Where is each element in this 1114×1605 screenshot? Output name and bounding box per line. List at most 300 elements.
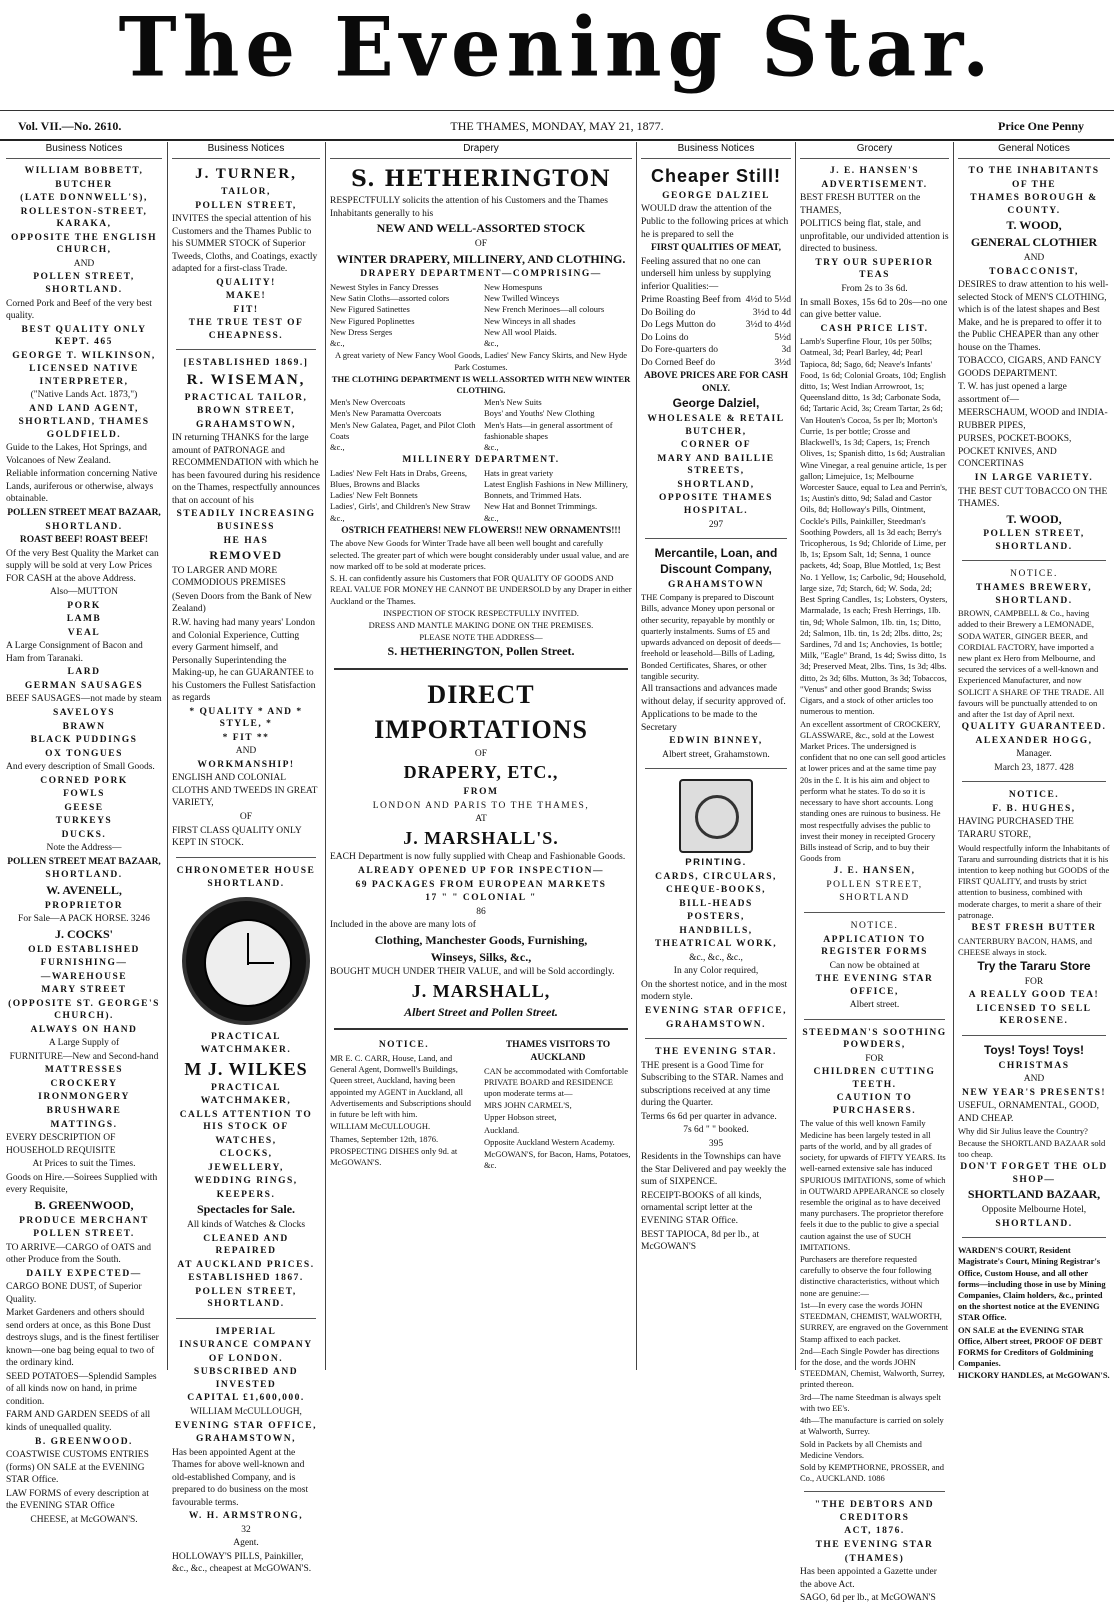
price-row (641, 319, 791, 332)
text-line: Manager. (1016, 749, 1052, 760)
text-line: Would respectfully inform the Inhabitants of Tararu and surrounding districts that it is his intention to keep nothing but GOODS of the FIRST QUALITY, and trusts by strict attention to business, combined with moderate charges, to merit a share of their patronage. (958, 842, 1110, 920)
text-line: FURNISHING— (40, 958, 128, 969)
text-line: FARM AND GARDEN SEEDS of all kinds of unequalled quality. (6, 1410, 151, 1434)
list-item: New Twilled Winceys (484, 293, 560, 304)
text-line: PRINTING. (685, 857, 747, 869)
text-line: PROSPECTING DISHES only 9d. at McGOWAN'S. (330, 1145, 458, 1167)
toys-ad (958, 1043, 1110, 1230)
turner-ad (172, 165, 320, 342)
text-line: SHORTLAND (839, 893, 910, 904)
text-line: CAN be accommodated with Comfortable PRIVATE BOARD and RESIDENCE upon moderate terms at— (484, 1065, 628, 1098)
list-item: Men's New Galatea, Paget, and Pilot Cloth Coats (330, 419, 476, 441)
hetherington-ad (330, 165, 632, 660)
text-line: STEADILY INCREASING BUSINESS (176, 509, 316, 532)
text-line: ROAST BEEF! ROAST BEEF! (19, 535, 149, 546)
wilkes-ad (172, 865, 320, 1311)
text-line: J. TURNER, (195, 166, 297, 183)
text-line: THE EVENING STAR. (655, 1047, 777, 1058)
text-line: WATCHMAKER. (200, 1045, 292, 1056)
text-line: POLLEN STREET, SHORTLAND. (983, 529, 1085, 552)
text-line: Opposite Melbourne Hotel, (981, 1205, 1087, 1215)
text-line: DON'T FORGET THE OLD SHOP— (960, 1162, 1108, 1185)
text-line: INSPECTION OF STOCK RESPECTFULLY INVITED. (383, 607, 579, 618)
text-line: CHEQUE-BOOKS, (666, 885, 766, 896)
text-line: MARY AND BAILLIE STREETS, (657, 453, 775, 477)
text-line: STEEDMAN'S SOOTHING POWDERS, (802, 1027, 947, 1051)
text-line: SHORTLAND, THAMES GOLDFIELD. (18, 417, 150, 440)
text-line: FOR (865, 1053, 884, 1064)
text-line: HICKORY HANDLES, at McGOWAN'S. (958, 1370, 1110, 1381)
text-line: MARY STREET (41, 985, 127, 996)
text-line: POLITICS being flat, stale, and unprofitable, our undivided attention is directed to business. (800, 219, 949, 255)
text-line: WOULD draw the attention of the Public to the following prices at which he is prepared to sell the (641, 204, 789, 240)
list-item: Latest English Fashions in New Millinery, Bonnets, and Trimmed Hats. (484, 479, 628, 501)
text-line: POLLEN STREET MEAT BAZAAR, (7, 508, 161, 518)
text-line: "THE DEBTORS AND CREDITORS (814, 1500, 935, 1523)
text-line: NOTICE. (378, 1040, 430, 1051)
text-line: INSURANCE COMPANY (179, 1340, 313, 1351)
text-line: GRAHAMSTOWN (667, 579, 765, 590)
text-line: ACT, 1876. (844, 1526, 905, 1537)
price-value: 3½d to 4½d (745, 320, 791, 331)
text-line: In small Boxes, 15s 6d to 20s—no one can give better value. (800, 297, 948, 321)
text-line: POLLEN STREET, SHORTLAND. (195, 1286, 297, 1310)
text-line: (Seven Doors from the Bank of New Zealand) (172, 591, 312, 615)
imperial-insurance-ad (172, 1326, 320, 1576)
text-line: Note the Address— (46, 843, 122, 854)
two-column-list (330, 282, 632, 349)
price-value: 3d (781, 345, 791, 356)
text-line: EVENING STAR OFFICE, (175, 1420, 317, 1431)
text-line: OPPOSITE THE ENGLISH CHURCH, (11, 232, 157, 256)
text-line: LICENSED TO SELL KEROSENE. (976, 1003, 1092, 1027)
text-line: CAUTION TO PURCHASERS. (832, 1093, 917, 1116)
text-line: HAVING PURCHASED THE TARARU STORE, (958, 817, 1074, 840)
text-line: AT AUCKLAND PRICES. (177, 1259, 315, 1270)
text-line: Has been appointed Agent at the Thames for above well-known and old-established Company, and is prepared to do business on the most favourable terms. (172, 1447, 309, 1508)
text-line: CLOCKS, (219, 1149, 273, 1160)
text-line: GRAHAMSTOWN, (196, 419, 296, 430)
text-line: B. GREENWOOD. (35, 1436, 133, 1447)
text-line: In any Color required, (673, 966, 759, 977)
column-rule (167, 142, 168, 1370)
carr-notice (330, 1038, 478, 1172)
price-row (641, 357, 791, 370)
text-line: Winseys, Silks, &c., (430, 949, 532, 964)
price-item: Do Loins do (641, 332, 689, 343)
text-line: S. HETHERINGTON, Pollen Street. (387, 644, 575, 659)
text-line: QUALITY GUARANTEED. (961, 722, 1107, 733)
text-line: CALLS ATTENTION TO HIS STOCK OF (179, 1109, 313, 1133)
text-line: PURSES, POCKET-BOOKS, POCKET KNIVES, AND CONCERTINAS (958, 434, 1072, 470)
text-line: RESPECTFULLY solicits the attention of his Customers and the Thames Inhabitants generally to his (330, 196, 608, 219)
text-line: Sold in Packets by all Chemists and Medicine Vendors. (800, 1438, 922, 1460)
text-line: Cheaper Still! (650, 166, 782, 187)
list-item: Men's New Overcoats (330, 397, 406, 408)
text-line: POSTERS, (687, 912, 745, 923)
text-line: NEW YEAR'S PRESENTS! (961, 1087, 1107, 1098)
text-line: LAMB (66, 614, 102, 625)
text-line: Of the very Best Quality the Market can supply will be sold at very Low Prices FOR CASH at the above Address. (6, 548, 159, 584)
text-line: CARGO BONE DUST, of Superior Quality. (6, 1282, 142, 1305)
text-line: TRY OUR SUPERIOR TEAS (815, 257, 934, 281)
text-line: On the shortest notice, and in the most modern style. (641, 979, 788, 1003)
text-line: Applications to be made to the Secretary (641, 710, 758, 733)
text-line: [ESTABLISHED 1869.] (183, 358, 309, 369)
text-line: DRAPERY DEPARTMENT—COMPRISING— (360, 269, 602, 280)
text-line: WILLIAM McCULLOUGH, (190, 1406, 302, 1417)
price-row (641, 344, 791, 357)
list-item: Ladies', Girls', and Children's New Straw (330, 501, 471, 512)
text-line: GERMAN SAUSAGES (24, 680, 144, 691)
text-line: BOUGHT MUCH UNDER THEIR VALUE, and will be Sold accordingly. (330, 967, 615, 978)
text-line: SHORTLAND BAZAAR, (967, 1187, 1101, 1202)
list-item: New Winceys in all shades (484, 315, 576, 326)
text-line: COASTWISE CUSTOMS ENTRIES (forms) ON SALE at the EVENING STAR Office. (6, 1450, 149, 1486)
marshall-ad (330, 678, 632, 1020)
text-line: FURNITURE—New and Second-hand (9, 1051, 159, 1062)
text-line: SHORTLAND. (207, 879, 285, 890)
text-line: OF (239, 811, 253, 822)
text-line: Spectacles for Sale. (196, 1202, 296, 1217)
column-rule (325, 142, 326, 1370)
text-line: ROLLESTON-STREET, KARAKA, (20, 206, 148, 230)
mercantile-ad (641, 546, 791, 761)
text-line: Can now be obtained at (829, 960, 920, 971)
masthead (0, 0, 1114, 110)
text-line: WHOLESALE & RETAIL BUTCHER, (647, 414, 785, 437)
text-line: FROM (463, 787, 499, 798)
dalziel-ad (641, 165, 791, 531)
price-value: 5½d (774, 332, 791, 343)
text-line: AND (235, 746, 257, 757)
text-line: DAILY EXPECTED— (26, 1268, 142, 1279)
text-line: IN LARGE VARIETY. (974, 473, 1094, 483)
list-item: Newest Styles in Fancy Dresses (330, 282, 439, 292)
wiseman-ad (172, 357, 320, 849)
visitors-notice (484, 1038, 632, 1172)
text-line: Try the Tararu Store (977, 959, 1091, 974)
text-line: LAW FORMS of every description at the EVENING STAR Office (6, 1488, 149, 1512)
evening-star-ad (641, 1046, 791, 1254)
text-line: THE BEST CUT TOBACCO ON THE THAMES. (958, 486, 1108, 510)
text-line: OF (474, 239, 488, 250)
text-line: W. AVENELL, (46, 882, 122, 897)
list-item: New Figured Satinettes (330, 304, 410, 315)
text-line: J. MARSHALL, (411, 980, 551, 1001)
text-line: Guide to the Lakes, Hot Springs, and Volcanoes of New Zealand. (6, 443, 147, 466)
text-line: POLLEN STREET. (33, 1229, 135, 1240)
text-line: WINTER DRAPERY, MILLINERY, AND CLOTHING. (336, 251, 626, 266)
clock-icon (182, 897, 310, 1025)
text-line: TOBACCO, CIGARS, AND FANCY GOODS DEPARTMENT. (958, 356, 1102, 379)
text-line: CHILDREN CUTTING TEETH. (813, 1067, 936, 1090)
text-line: A REALLY GOOD TEA! (968, 990, 1100, 1001)
debtors-notice (800, 1499, 949, 1604)
text-line: Albert Street and Pollen Street. (404, 1004, 558, 1019)
text-line: CORNER OF (680, 440, 752, 451)
list-item: New Dress Serges (330, 326, 393, 337)
text-line: March 23, 1877. 428 (994, 762, 1074, 773)
text-line: B. GREENWOOD, (34, 1197, 134, 1212)
text-line: S. HETHERINGTON (350, 166, 612, 193)
text-line: USEFUL, ORNAMENTAL, GOOD, AND CHEAP. (958, 1101, 1099, 1124)
text-line: KEEPERS. (216, 1189, 276, 1200)
text-line: Sold by KEMPTHORNE, PROSSER, and Co., AUCKLAND. 1086 (800, 1461, 945, 1484)
column-rule (953, 142, 954, 1370)
text-line: Purchasers are therefore requested carefully to observe the four following distinctive characteristics, without which none are genuine:— (800, 1254, 940, 1298)
text-line: HE HAS (223, 535, 269, 546)
two-column-list (330, 468, 632, 524)
text-line: OF (474, 748, 488, 759)
text-line: ON SALE at the EVENING STAR Office, Albert street, PROOF OF DEBT FORMS for Creditors of Goldmining Companies. (958, 1324, 1103, 1369)
text-line: HANDBILLS, (679, 925, 753, 936)
text-line: THE EVENING STAR (815, 1540, 934, 1550)
text-line: J. MARSHALL'S. (403, 827, 559, 848)
text-line: INVITES the special attention of his Customers and the Thames Public to his SUMMER STOCK of Superior Tweeds, Cloths, and Coatings, exactly adapted for a first-class Trade. (172, 214, 318, 275)
text-line: Corned Pork and Beef of the very best quality. (6, 298, 152, 322)
column-3 (330, 142, 632, 1370)
text-line: CHEESE, at McGOWAN'S. (30, 1514, 138, 1525)
text-line: BEST QUALITY ONLY KEPT. 465 (21, 324, 147, 348)
text-line: A Large Supply of (48, 1038, 120, 1049)
text-line: CARDS, CIRCULARS, (655, 871, 777, 882)
printing-press-icon (679, 779, 753, 853)
text-line: QUALITY! (216, 277, 276, 288)
text-line: OSTRICH FEATHERS! NEW FLOWERS!! NEW ORNAMENTS!!! (341, 525, 621, 536)
text-line: WATCHES, (215, 1135, 277, 1146)
text-line: ENGLISH AND COLONIAL CLOTHS AND TWEEDS IN GREAT VARIETY, (172, 773, 318, 809)
text-line: FOWLS (63, 789, 105, 800)
text-line: VEAL (67, 627, 101, 638)
text-line: From 2s to 3s 6d. (841, 283, 908, 294)
text-line: (THAMES) (844, 1553, 905, 1564)
text-line: THE present is a Good Time for Subscribing to the STAR. Names and subscriptions received at any time during the Quarter. (641, 1060, 784, 1109)
column-heading: Drapery (330, 142, 632, 159)
text-line: MATTINGS. (50, 1119, 118, 1130)
column-heading: Business Notices (172, 142, 320, 159)
wood-ad (958, 165, 1110, 553)
text-line: BLACK PUDDINGS (30, 735, 138, 746)
column-5 (800, 142, 949, 1604)
column-heading: General Notices (958, 142, 1110, 159)
list-item: Ladies' New Felt Hats in Drabs, Greens, Blues, Browns and Blacks (330, 467, 468, 490)
price-list: Lamb's Superfine Flour, 10s per 50lbs; Oatmeal, 3d; Pearl Barley, 4d; Pearl Tapioca, 8d; Sago, 6d; Neave's Infants' Food, 1s 6d; Colonial Groats, 10d; English ditto, 1s; West Indian Arrowroot, 1s; Queensland ditto, 1s 3d; Carbonate Soda, 6d; Tartaric Acid, 3s; Cream Tartar, 2s 6d; Van Houten's Cocoa, 5s per lb; Morton's Currie, 1s per bottle; Crosse and Blackwell's, 1s 3d; Capers, 1s; French Olives, 1s; Spanish ditto, 1s 6d; Australian Wine Vinegar, a real genuine article, 1s per gallon; Limejuice, 1s; Melbourne Worcester Sauce, equal to Lea and Perrin's, 1s; Austin's ditto, 9d; Salad and Castor Oils, 8d; Holloway's Pills, Ointment, Cockle's Pills, Painkiller, Steedman's Soothing Powders, all 1s 3d each; Berry's Tricopherous, 1s 9d; Chloride of Lime, per lb, 1s; Epsom Salt, 1d; Senna, 1 ounce packets, 4d; Soap, Blue Mottled, 1s; Best No. 1 Yellow, 1s; Carbolic, 9d; Household, large size, 7d; Starch, 6d; W. Soda, 2d; Best Spring Candles, 1s; Lobsters, Oysters, Marmalade, 1s each; Fresh Herrings, 1lb. tin, 9d; Whole Salmon, 1lb. tin, 1s; Ditto, 2d; Salmon, 1lb. tin, 1s 2d; 2lbs. ditto, 2s; Sardines, 7d and 1s; Anchovies, 1s bottle; Milk, "Eagle" Brand, 1s 4d; Swiss ditto, 1s 3d; Preserved Meat, 2lbs. Tins, 1s 3d; 4lbs. ditto, 2s 3d; 6lbs. Mutton, 3s 3d; Tobaccos, "Venus" and other good Brands; Swiss Cigars, and a stock of other articles too numerous to mention. (800, 336, 948, 717)
text-line: DRAPERY, ETC., (403, 762, 559, 783)
column-rule (636, 142, 637, 1370)
text-line: PRODUCE MERCHANT (19, 1215, 149, 1226)
price-value: 3½d (774, 357, 791, 368)
text-line: CASH PRICE LIST. (820, 323, 929, 334)
text-line: LONDON AND PARIS TO THE THAMES, (372, 800, 590, 811)
text-line: THEATRICAL WORK, (654, 939, 778, 950)
text-line: R.W. having had many years' London and Colonial Experience, Cutting every Garment himself, and Personally Superintending the Making-up, he can GUARANTEE to his Customers the Fullest Satisfaction as regards (172, 618, 316, 704)
dateline (0, 110, 1114, 141)
text-line: EVENING STAR OFFICE, (645, 1006, 787, 1017)
text-line: GRAHAMSTOWN. (666, 1019, 766, 1030)
text-line: A Large Consignment of Bacon and Ham from Taranaki. (6, 641, 143, 664)
forms-notices (958, 1245, 1110, 1382)
column-rule (795, 142, 796, 1370)
text-line: PROPRIETOR (44, 900, 124, 911)
two-column-list (330, 397, 632, 453)
text-line: MR E. C. CARR, House, Land, and General Agent, Dornwell's Buildings, Queen street, Auckland, having been appointed my AGENT in Auckland, all Advertisements and Subscriptions should in future be left with him. (330, 1052, 471, 1120)
column-heading: Grocery (800, 142, 949, 159)
text-line: Opposite Auckland Western Academy. (484, 1136, 615, 1147)
text-line: AND (1023, 252, 1045, 263)
text-line: MILLINERY DEPARTMENT. (402, 455, 560, 466)
text-line: Reliable information concerning Native Lands, auriferous or otherwise, always obtainable. (6, 469, 158, 505)
price-row (641, 332, 791, 345)
price-item: Do Boiling do (641, 307, 696, 318)
price-value: 4½d to 5½d (745, 295, 791, 306)
list-item: Men's Hats—in general assortment of fashionable shapes (484, 419, 613, 441)
steedman-ad (800, 1027, 949, 1485)
list-item: &c., (330, 442, 345, 453)
column-1-ads (6, 165, 162, 1526)
text-line: And every description of Small Goods. (6, 762, 155, 773)
list-item: &c., (484, 338, 499, 349)
text-line: TAILOR, (221, 186, 271, 197)
text-line: J. E. HANSEN'S (829, 166, 920, 177)
text-line: PORK (67, 600, 101, 611)
text-line: S. H. can confidently assure his Customers that FOR QUALITY OF GOODS AND REAL VALUE FOR MONEY HE CANNOT BE UNDERSOLD by any Draper in either Auckland or the Thames. (330, 573, 632, 606)
text-line: CLEANED AND REPAIRED (203, 1233, 289, 1257)
text-line: WARDEN'S COURT, Resident Magistrate's Court, Mining Registrar's Office, Custom House, and all other forms—including those in use by Mining Companies, Claim holders, &c., printed on the shortest notice at the EVENING STAR Office. (958, 1245, 1106, 1323)
text-line: ("Native Lands Act. 1873,") (30, 390, 138, 401)
list-item: New All wool Plaids. (484, 326, 557, 337)
text-line: RECEIPT-BOOKS of all kinds, ornamental script letter at the EVENING STAR Office. (641, 1190, 762, 1226)
text-line: MATTRESSES (44, 1065, 124, 1076)
text-line: SUBSCRIBED AND INVESTED (193, 1367, 299, 1390)
text-line: 17 " " COLONIAL " (425, 893, 537, 904)
text-line: The value of this well known Family Medicine has been largely tested in all parts of the world, and by all grades of society, for upwards of FIFTY YEARS. Its well-earned extensive sale has induced SPURIOUS IMITATIONS, some of which in OUTWARD APPEARANCE so closely resemble the original as to have deceived many purchasers. The proprietor therefore feels it due to the public to give a special caution against the use of SUCH IMITATIONS. (800, 1118, 946, 1252)
text-line: IN returning THANKS for the large amount of PATRONAGE and RECOMMENDATION with which he has been favoured during his residence on the Thames, respectfully announces that on account of his (172, 433, 320, 506)
text-line: AT (475, 814, 487, 825)
text-line: Residents in the Townships can have the Star Delivered and pay weekly the sum of SIXPENCE. (641, 1152, 787, 1188)
price-item: Do Legs Mutton do (641, 320, 716, 331)
text-line: BRAWN (62, 721, 106, 732)
text-line: ADVERTISEMENT. (821, 179, 928, 190)
hansen-ad (800, 165, 949, 905)
text-line: TURKEYS (55, 816, 113, 827)
text-line: CANTERBURY BACON, HAMS, and CHEESE always in stock. (958, 935, 1093, 957)
text-line: J. COCKS' (54, 926, 113, 941)
text-line: BROWN, CAMPBELL & Co., having added to their Brewery a LEMONADE, SODA WATER, GINGER BEER, and CORDIAL FACTORY, have imported a new plant ex Hero from Melbourne, and secured the services of a well-known and Experienced Manufacturer, and now SOLICIT A SHARE OF THE TRADE. All favours will be punctually attended to on and after the 1st day of April next. (958, 608, 1105, 720)
text-line: WORKMANSHIP! (197, 759, 295, 770)
price-item: Prime Roasting Beef from (641, 295, 741, 306)
text-line: OX TONGUES (45, 748, 123, 759)
text-line: &c., &c., &c., (689, 952, 743, 963)
text-line: THE CLOTHING DEPARTMENT IS WELL ASSORTED WITH NEW WINTER CLOTHING. (331, 373, 631, 395)
text-line: HOLLOWAY'S PILLS, Painkiller, &c., &c., cheapest at McGOWAN'S. (172, 1551, 312, 1575)
text-line: BRUSHWARE (46, 1105, 122, 1116)
text-line: 297 (708, 519, 724, 530)
text-line: TO ARRIVE—CARGO of OATS and other Produce from the South. (6, 1242, 151, 1266)
text-line: ESTABLISHED 1867. (188, 1273, 304, 1284)
text-line: F. B. HUGHES, (992, 803, 1076, 814)
column-heading: Business Notices (6, 142, 162, 159)
text-line: T. W. has just opened a large assortment of— (958, 382, 1067, 405)
text-line: Thames, September 12th, 1876. (330, 1133, 439, 1144)
text-line: AND (73, 258, 95, 269)
text-line: 1st—In every case the words JOHN STEEDMAN, CHEMIST, WALWORTH, SURREY, are engraved on the Government Stamp affixed to each packet. (800, 1299, 949, 1344)
text-line: APPLICATION TO REGISTER FORMS (821, 934, 928, 958)
text-line: (LATE DONNWELL'S), (20, 193, 148, 204)
text-line: Terms 6s 6d per quarter in advance. (641, 1111, 777, 1122)
text-line: Why did Sir Julius leave the Country? Because the SHORTLAND BAZAAR sold too cheap. (958, 1126, 1106, 1159)
text-line: BEEF SAUSAGES—not made by steam (6, 694, 162, 705)
text-line: WILLIAM McCULLOUGH. (330, 1121, 431, 1132)
text-line: 3rd—The name Steedman is always spelt with two EE's. (800, 1391, 941, 1413)
text-line: W. H. ARMSTRONG, (188, 1511, 304, 1522)
text-line: BUTCHER (55, 179, 113, 190)
text-line: FIRST QUALITIES OF MEAT, (650, 243, 782, 254)
text-line: 4th—The manufacture is carried on solely at Walworth, Surrey. (800, 1415, 944, 1437)
price-text: Price One Penny (998, 119, 1084, 133)
text-line: JEWELLERY, (208, 1162, 284, 1173)
text-line: ALEXANDER HOGG, (975, 735, 1093, 746)
list-item: Boys' and Youths' New Clothing (484, 408, 595, 419)
text-line: McGOWAN'S, for Bacon, Hams, Potatoes, &c. (484, 1149, 631, 1171)
price-row (641, 307, 791, 320)
text-line: 2nd—Each Single Powder has directions for the dose, and the words JOHN STEEDMAN, Chemist, Walworth, Surrey, printed thereon. (800, 1345, 945, 1390)
text-line: GEORGE T. WILKINSON, (12, 350, 156, 361)
text-line: SAVELOYS (53, 707, 115, 718)
text-line: GRAHAMSTOWN, (196, 1434, 296, 1445)
text-line: SHORTLAND, (677, 479, 755, 490)
text-line: OPPOSITE THAMES HOSPITAL. (659, 493, 773, 516)
text-line: 395 (708, 1138, 724, 1149)
text-line: POLLEN STREET, (826, 879, 923, 890)
list-item: Hats in great variety (484, 467, 554, 478)
text-line: PLEASE NOTE THE ADDRESS— (419, 632, 543, 643)
text-line: R. WISEMAN, (186, 371, 306, 388)
text-line: * FIT ** (222, 732, 270, 743)
text-line: GENERAL CLOTHIER (970, 235, 1098, 250)
text-line: Albert street, Grahamstown. (662, 749, 770, 760)
text-line: Feeling assured that no one can undersell him unless by supplying inferior Qualities:— (641, 256, 771, 292)
column-2 (172, 142, 320, 1575)
list-item: Men's New Suits (484, 397, 542, 408)
text-line: NEW AND WELL-ASSORTED STOCK (376, 221, 586, 236)
date-text: THE THAMES, MONDAY, MAY 21, 1877. (450, 119, 664, 133)
list-item: &c., (330, 512, 345, 523)
text-line: SAGO, 6d per lb., at McGOWAN'S (800, 1593, 936, 1604)
text-line: Clothing, Manchester Goods, Furnishing, (374, 932, 588, 947)
text-line: PRACTICAL TAILOR, (184, 392, 308, 403)
text-line: BILL-HEADS (679, 898, 753, 909)
text-line: NOTICE. (850, 920, 899, 931)
text-line: REMOVED (209, 548, 283, 563)
text-line: Has been appointed a Gazette under the above Act. (800, 1567, 937, 1590)
price-value: 3½d to 4d (752, 307, 791, 318)
text-line: TO THE INHABITANTS (968, 166, 1100, 177)
list-item: &c., (484, 442, 499, 453)
volume-number: Vol. VII.—No. 2610. (18, 119, 122, 133)
column-1 (6, 142, 162, 1525)
list-item: New Homespuns (484, 282, 543, 292)
text-line: THE Company is prepared to Discount Bills, advance Money upon personal or other security, repayable by monthly or quarterly instalments. Sums of £5 and upwards advanced on deposit of deeds—freehold or leasehold—Bills of Lading, Bonded Certificates, Shares, or other tangible security. (641, 592, 781, 681)
text-line: J. E. HANSEN, (833, 866, 916, 877)
text-line: Upper Hobson street, (484, 1112, 557, 1123)
text-line: ABOVE PRICES ARE FOR CASH ONLY. (643, 371, 789, 394)
text-line: CORNED PORK (40, 775, 128, 786)
masthead-title: The Evening Star. (118, 0, 996, 96)
text-line: POLLEN STREET, SHORTLAND. (33, 272, 135, 295)
text-line: LARD (67, 667, 101, 678)
text-line: THAMES BOROUGH & COUNTY. (970, 193, 1098, 216)
